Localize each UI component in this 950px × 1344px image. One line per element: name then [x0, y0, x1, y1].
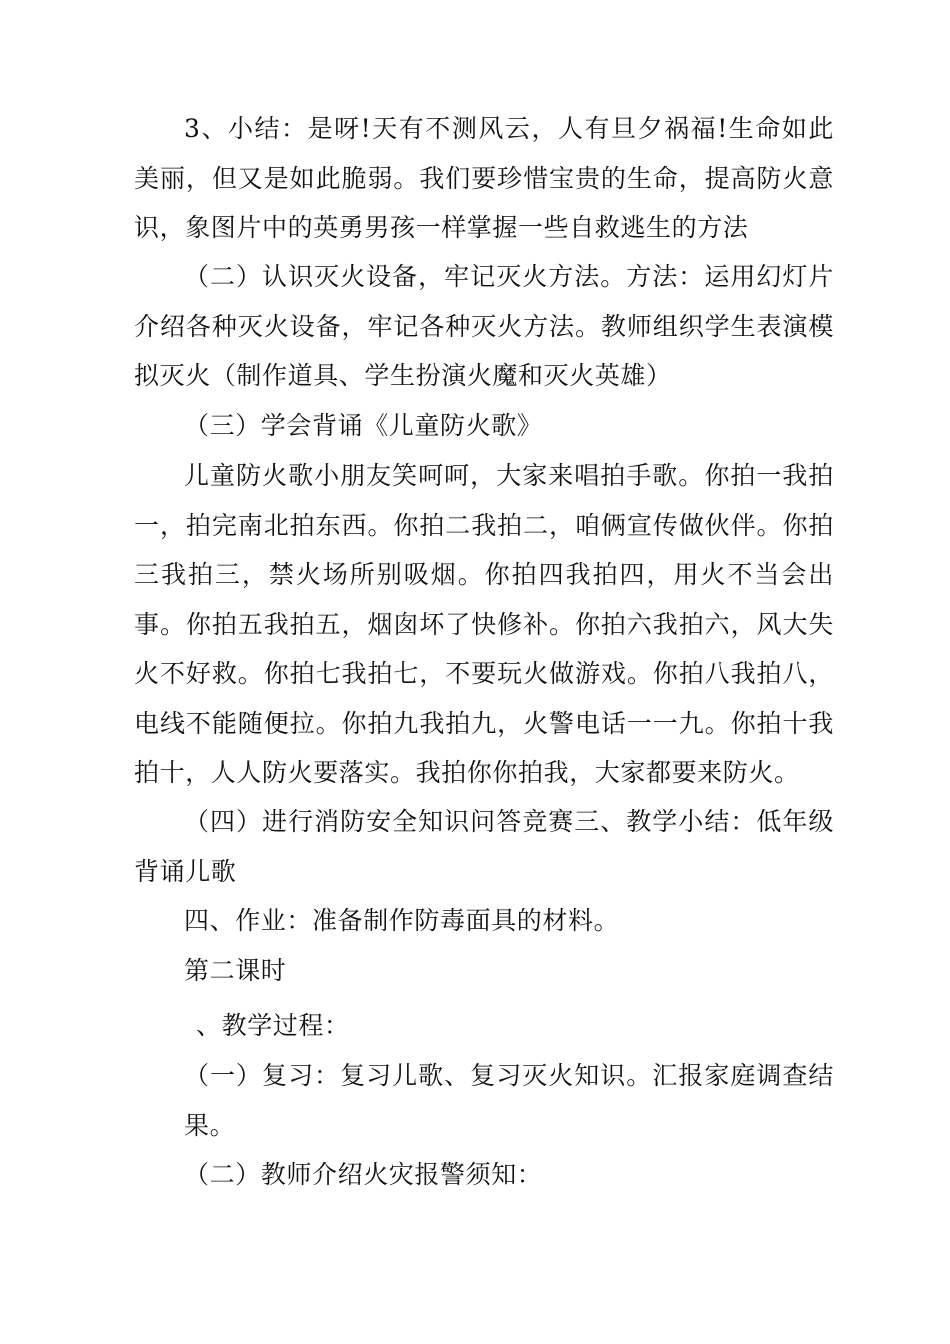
paragraph-fire-song: 儿童防火歌小朋友笑呵呵，大家来唱拍手歌。你拍一我拍一，拍完南北拍东西。你拍二我拍二，咱俩宣传做伙伴。你拍三我拍三，禁火场所别吸烟。你拍四我拍四，用火不当会出事。你拍五我拍五，烟囱坏了快修补。你拍六我拍六，风大失火不好救。你拍七我拍七，不要玩火做游戏。你拍八我拍八，电线不能随便拉。你拍九我拍九，火警电话一一九。你拍十我拍十，人人防火要落实。我拍你你拍我，大家都要来防火。 — [134, 461, 834, 787]
paragraph-summary: 3、小结：是呀!天有不测风云，人有旦夕祸福!生命如此美丽，但又是如此脆弱。我们要珍惜宝贵的生命，提高防火意识，象图片中的英勇男孩一样掌握一些自救逃生的方法 — [134, 114, 834, 242]
paragraph-homework: 四、作业：准备制作防毒面具的材料。 — [184, 906, 620, 935]
paragraph-quiz-summary: （四）进行消防安全知识问答竞赛三、教学小结：低年级背诵儿歌 — [134, 807, 834, 886]
paragraph-recite-song: （三）学会背诵《儿童防火歌》 — [184, 411, 543, 440]
paragraph-teaching-process: 、教学过程： — [196, 1011, 350, 1040]
paragraph-fire-alarm: （二）教师介绍火灾报警须知： — [184, 1160, 543, 1189]
paragraph-second-lesson: 第二课时 — [184, 956, 287, 985]
paragraph-review: （一）复习：复习儿歌、复习灭火知识。汇报家庭调查结果。 — [184, 1061, 834, 1140]
paragraph-fire-equipment: （二）认识灭火设备，牢记灭火方法。方法：运用幻灯片介绍各种灭火设备，牢记各种灭火方法。教师组织学生表演模拟灭火（制作道具、学生扮演火魔和灭火英雄） — [134, 262, 834, 390]
